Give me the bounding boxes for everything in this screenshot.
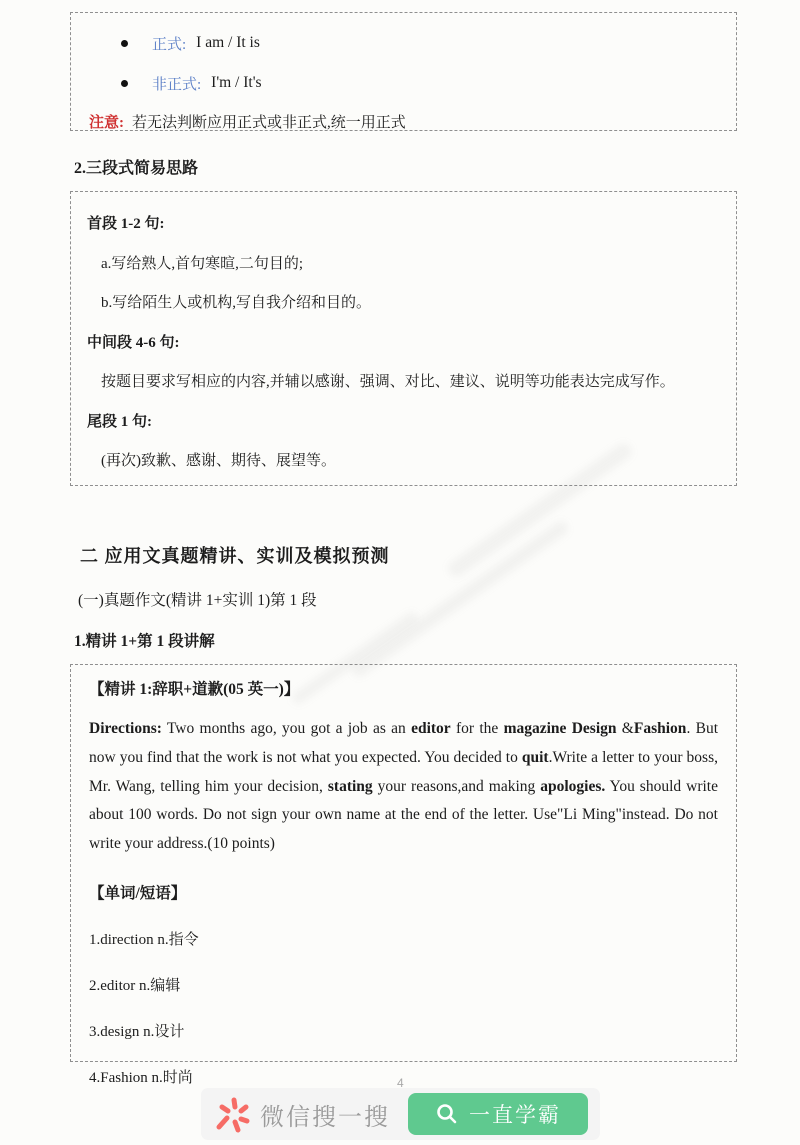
structure-line: (再次)致歉、感谢、期待、展望等。 (101, 453, 336, 469)
informal-value: I'm / It's (211, 74, 262, 91)
section2-heading: 2.三段式简易思路 (74, 160, 199, 177)
note-label: 注意: (89, 114, 124, 131)
structure-line: b.写给陌生人或机构,写自我介绍和目的。 (101, 295, 372, 311)
document-page (0, 12, 800, 1145)
structure-box (70, 191, 737, 486)
structure-line: 按题目要求写相应的内容,并辅以感谢、强调、对比、建议、说明等功能表达完成写作。 (101, 374, 675, 390)
page-number: 4 (397, 1076, 404, 1090)
structure-line: 中间段 4-6 句: (87, 334, 180, 351)
list-item (89, 63, 718, 103)
lecture-box (70, 664, 737, 1086)
list-item (89, 23, 718, 63)
bullet-icon (121, 40, 128, 47)
formal-label: 正式: (152, 36, 187, 53)
sub-heading-2: 1.精讲 1+第 1 段讲解 (74, 633, 215, 650)
sub-heading-1: (一)真题作文(精讲 1+实训 1)第 1 段 (78, 592, 317, 609)
lecture-title: 【精讲 1:辞职+道歉(05 英一)】 (89, 681, 300, 698)
informal-label: 非正式: (152, 76, 202, 93)
vocab-item: 2.editor n.编辑 (89, 977, 181, 994)
vocab-header: 【单词/短语】 (89, 884, 187, 902)
main-heading: 二 应用文真题精讲、实训及模拟预测 (80, 546, 390, 566)
wechat-sou-spark-icon (214, 1094, 252, 1134)
note-line (89, 103, 718, 139)
formality-box (70, 12, 737, 131)
search-button-label: 一直学霸 (469, 1104, 561, 1127)
structure-line: 首段 1-2 句: (87, 216, 165, 232)
bullet-icon (121, 80, 128, 87)
structure-line: a.写给熟人,首句寒暄,二句目的; (101, 255, 304, 272)
search-icon (435, 1102, 459, 1126)
note-text: 若无法判断应用正式或非正式,统一用正式 (132, 114, 406, 131)
vocab-item: 1.direction n.指令 (89, 931, 199, 948)
vocab-item: 3.design n.设计 (89, 1023, 185, 1040)
formal-value: I am / It is (196, 34, 260, 51)
wechat-search-label: 微信搜一搜 (260, 1103, 390, 1131)
structure-line: 尾段 1 句: (87, 413, 152, 430)
footer-search-button[interactable] (408, 1093, 588, 1135)
directions-paragraph: Directions: Two months ago, you got a job as an editor for the magazine Design &Fashion. But now you find that the work is not what you expected. You decided to quit.Write a letter to your boss, Mr. Wang, telling him your decision, stating your reasons,and making apologies. You should write about 100 words. Do not sign your own name at the end of the letter. Use"Li Ming"instead. Do not write your address.(10 points) (89, 720, 719, 853)
vocab-item: 4.Fashion n.时尚 (89, 1069, 193, 1086)
wechat-search-banner (201, 1076, 600, 1140)
